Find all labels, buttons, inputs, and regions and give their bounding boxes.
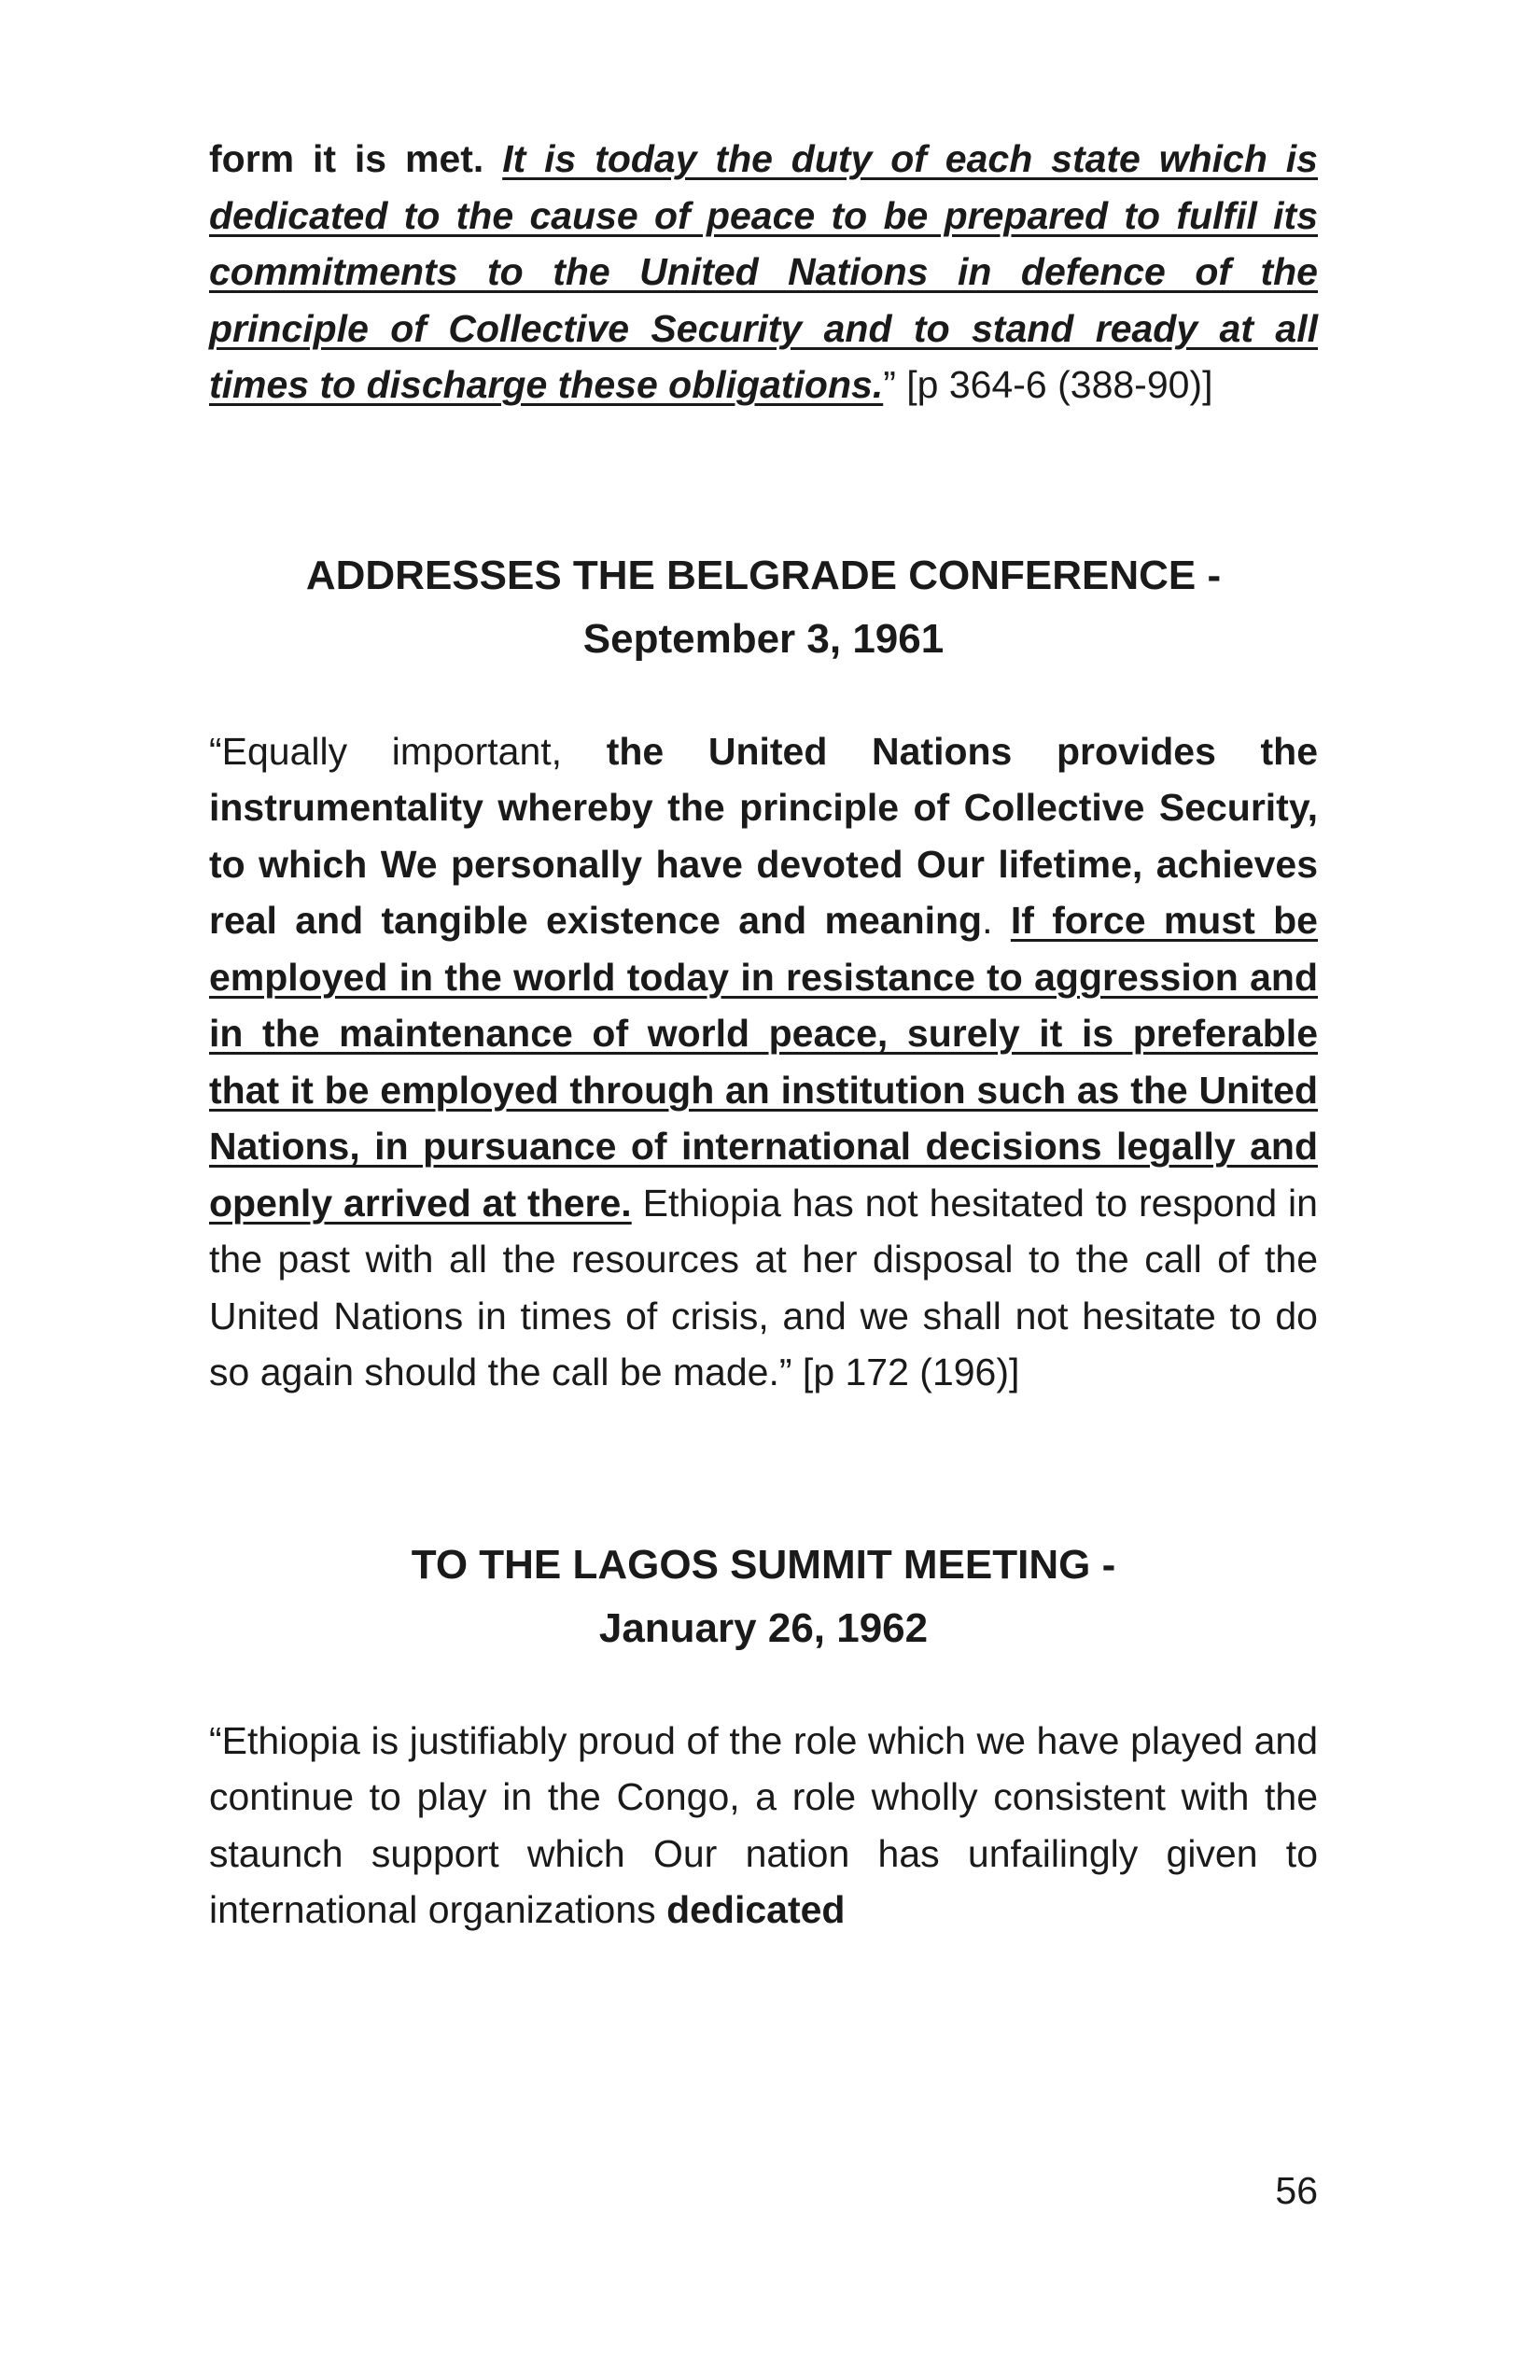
section-heading-lagos <box>209 1533 1318 1660</box>
bold-passage: the United Nations provides the instrumentality whereby the principle of Collective Security, to which We personally have devoted Our lifetime, achieves real and tangible existence and meaning <box>209 729 1318 942</box>
paragraph-belgrade-quote <box>209 723 1318 1401</box>
section-heading-belgrade <box>209 544 1318 671</box>
closing-quote-mark: ” <box>883 363 896 406</box>
citation: [p 172 (196)] <box>802 1351 1020 1393</box>
paragraph-collective-security <box>209 131 1318 413</box>
page-body <box>209 131 1318 1939</box>
heading-date: January 26, 1962 <box>598 1604 929 1651</box>
heading-title: TO THE LAGOS SUMMIT MEETING - <box>411 1541 1116 1588</box>
heading-date: September 3, 1961 <box>582 615 945 662</box>
paragraph-lead: form it is met. <box>209 137 484 180</box>
bold-tail: dedicated <box>666 1888 846 1931</box>
citation: [p 364-6 (388-90)] <box>906 363 1213 406</box>
quote-rest: Ethiopia has not hesitated to respond in the past with all the resources at her disposal to the call of the United Nations in times of crisis, and we shall not hesitate to do so again should the call be made.” <box>209 1181 1318 1393</box>
quote-text: “Ethiopia is justifiably proud of the role which we have played and continue to play in the Congo, a role wholly consistent with the staunch support which Our nation has unfailingly given to international organizations <box>209 1718 1318 1931</box>
heading-title: ADDRESSES THE BELGRADE CONFERENCE - <box>305 552 1222 598</box>
underlined-passage: If force must be employed in the world today in resistance to aggression and in the maintenance of world peace, surely it is preferable that it be employed through an institution such as the United Nations, in pursuance of international decisions legally and openly arrived at there. <box>209 899 1318 1225</box>
quote-open: “Equally important, <box>209 729 563 773</box>
paragraph-lagos-quote <box>209 1713 1318 1939</box>
underlined-quote: It is today the duty of each state which is dedicated to the cause of peace to be prepared to fulfil its commitments to the United Nations in defence of the principle of Collective Security and to stand ready at all times to discharge these obligations. <box>209 137 1318 406</box>
period: . <box>982 899 993 942</box>
page-number: 56 <box>1275 2169 1318 2212</box>
